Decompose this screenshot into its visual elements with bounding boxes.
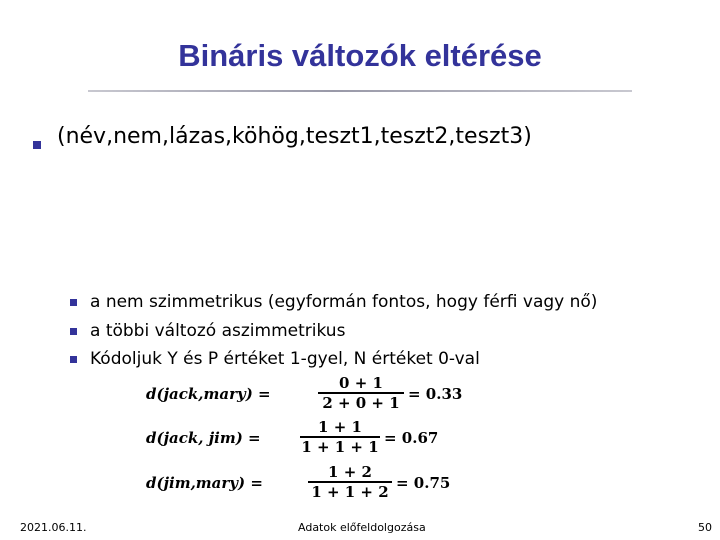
- sub-bullet-text: a nem szimmetrikus (egyformán fontos, hogy férfi vagy nő): [90, 292, 598, 312]
- formula-lhs: d(jack, jim) =: [146, 429, 261, 447]
- formula-result: = 0.33: [408, 385, 463, 403]
- sub-bullet-marker: [70, 299, 77, 306]
- title-underline: [88, 90, 632, 92]
- slide-title: Bináris változók eltérése: [178, 38, 542, 73]
- formula-denominator: 1 + 1 + 1: [301, 438, 379, 456]
- sub-bullet-marker: [70, 356, 77, 363]
- sub-bullet-text: a többi változó aszimmetrikus: [90, 321, 346, 341]
- formula-denominator: 1 + 1 + 2: [311, 483, 389, 501]
- formula-numerator: 0 + 1: [339, 374, 383, 392]
- formula-numerator: 1 + 2: [328, 463, 372, 481]
- page-number: 50: [698, 521, 712, 534]
- footer-title: Adatok előfeldolgozása: [298, 521, 426, 534]
- formula-fraction: [300, 418, 380, 456]
- formula-result: = 0.67: [384, 429, 439, 447]
- sub-bullet-marker: [70, 328, 77, 335]
- bullet-marker: [33, 141, 41, 149]
- formula-lhs: d(jack,mary) =: [146, 385, 271, 403]
- formula-fraction: [308, 463, 392, 501]
- footer-date: 2021.06.11.: [20, 521, 87, 534]
- formula-fraction: [318, 374, 404, 412]
- formula-lhs: d(jim,mary) =: [146, 474, 263, 492]
- sub-bullet-text: Kódoljuk Y és P értéket 1-gyel, N értéket 0-val: [90, 349, 480, 369]
- main-bullet-text: (név,nem,lázas,köhög,teszt1,teszt2,teszt3): [57, 124, 532, 149]
- formula-result: = 0.75: [396, 474, 451, 492]
- formula-numerator: 1 + 1: [318, 418, 362, 436]
- formula-denominator: 2 + 0 + 1: [322, 394, 400, 412]
